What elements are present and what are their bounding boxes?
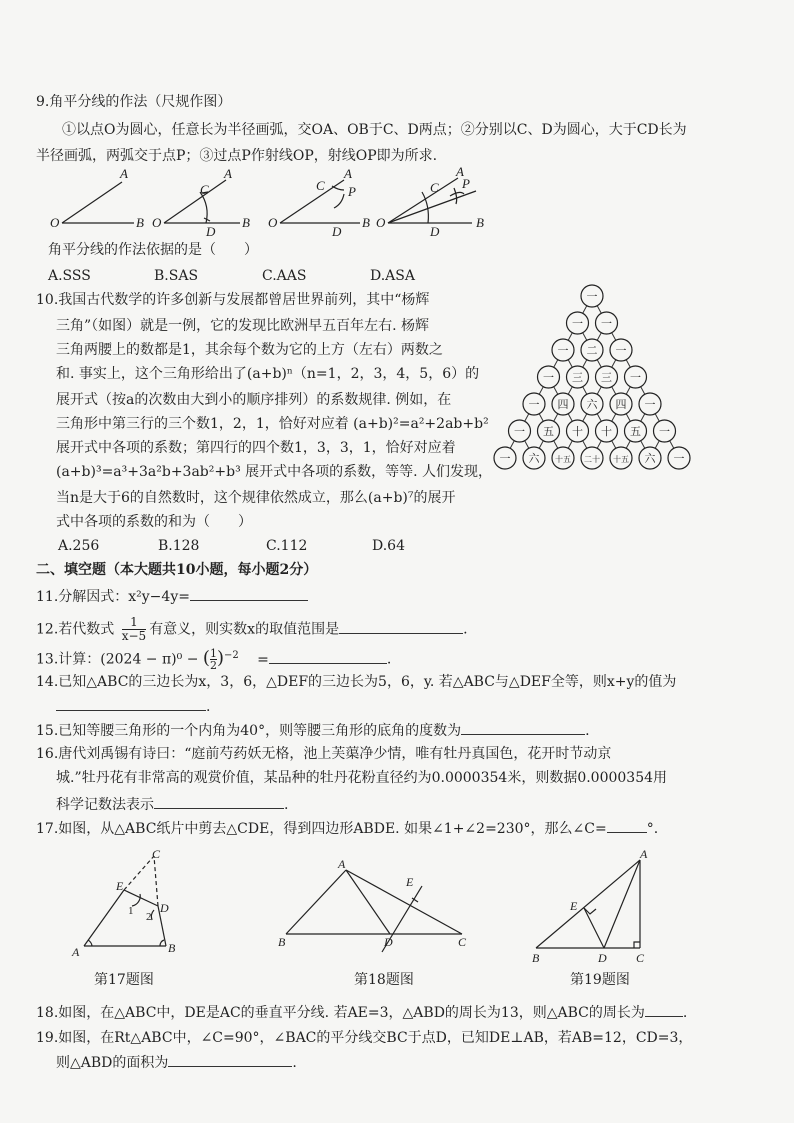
q16-line-1: 16.唐代刘禹锡有诗曰：“庭前芍药妖无格，池上芙蕖净少情，唯有牡丹真国色，花开时节动京	[36, 746, 612, 762]
q11-answer-blank[interactable]	[190, 586, 308, 601]
triangle-node-label: 一	[499, 452, 511, 465]
q11-prompt: 11.分解因式：x²y−4y=	[36, 589, 190, 605]
q18-prompt: 18.如图，在△ABC中，DE是AC的垂直平分线. 若AE=3，△ABD的周长为13，则△ABC的周长为	[36, 1005, 645, 1021]
q10-line-7: 展开式中各项的系数；第四行的四个数1，3，3，1，恰好对应着	[56, 440, 456, 456]
q13-half-fraction	[210, 648, 217, 671]
triangle-node-label: 二十	[584, 455, 600, 464]
q16-line-3: 科学记数法表示 .	[56, 794, 288, 815]
triangle-node-label: 一	[615, 344, 627, 357]
q10-option-a: A.256	[58, 538, 100, 554]
q12-denominator: x−5	[121, 629, 147, 643]
fig17-angle-1: 1	[128, 905, 134, 917]
triangle-node-label: 一	[644, 398, 656, 411]
q9-question: 角平分线的作法依据的是（ ）	[48, 242, 258, 258]
q17-unit: °.	[646, 821, 659, 837]
q12-numerator: 1	[122, 616, 146, 630]
q17-prompt: 17.如图，从△ABC纸片中剪去△CDE，得到四边形ABDE. 如果∠1+∠2=230°，那么∠C=	[36, 821, 607, 837]
triangle-node-label: 六	[586, 398, 598, 411]
q9-title: 9.角平分线的作法（尺规作图）	[36, 94, 232, 110]
fig18-label-D: D	[384, 935, 393, 949]
fig17-label-A: A	[72, 945, 80, 959]
q9-option-d: D.ASA	[370, 268, 415, 284]
q9-label-D2: D	[206, 224, 216, 238]
triangle-node-label: 四	[615, 398, 627, 411]
q16-prompt: 科学记数法表示	[56, 797, 154, 813]
triangle-node-label: 五	[543, 425, 554, 438]
q17-text	[36, 818, 658, 839]
q9-label-D3: D	[332, 224, 342, 238]
q9-construction-figures	[48, 166, 488, 238]
fig19-label-A: A	[640, 847, 648, 861]
q10-line-9: 当n是大于6的自然数时，这个规律依然成立，那么(a+b)⁷的展开	[56, 490, 456, 506]
q9-label-O3: O	[268, 215, 278, 230]
q19-line-1: 19.如图，在Rt△ABC中，∠C=90°，∠BAC的平分线交BC于点D，已知DE⊥AB，若AB=12，CD=3，	[36, 1030, 693, 1046]
triangle-node-label: 一	[557, 344, 569, 357]
fig17-label-E: E	[116, 879, 124, 893]
triangle-node-label: 三	[572, 371, 583, 384]
q9-label-B3: B	[362, 215, 370, 230]
q9-label-C2: C	[200, 182, 209, 197]
q12-answer-blank[interactable]	[339, 619, 463, 634]
q10-line-8: (a+b)³=a³+3a²b+3ab²+b³ 展开式中各项的系数，等等. 人们发现，	[56, 464, 493, 480]
fig17-label-B: B	[168, 941, 176, 955]
q13-half-denominator: 2	[209, 659, 217, 673]
figure-17	[68, 848, 198, 964]
q18-answer-blank[interactable]	[645, 1002, 683, 1017]
q10-line-2: 三角”（如图）就是一例，它的发现比欧洲早五百年左右. 杨辉	[56, 318, 430, 334]
q9-label-O2: O	[152, 215, 162, 230]
fig19-caption: 第19题图	[570, 972, 630, 988]
triangle-node-label: 六	[644, 452, 656, 465]
q9-label-A4: A	[456, 166, 464, 179]
q10-line-5: 展开式（按a的次数由大到小的顺序排列）的系数规律. 例如，在	[56, 392, 452, 408]
q14-answer-line: .	[56, 696, 210, 717]
q9-label-O: O	[50, 215, 60, 230]
q9-step-line1: ①以点O为圆心，任意长为半径画弧，交OA、OB于C、D两点；②分别以C、D为圆心，大于CD长为	[62, 122, 687, 138]
q14-answer-blank[interactable]	[56, 696, 206, 711]
triangle-node-label: 一	[601, 317, 612, 330]
fig18-label-B: B	[278, 935, 286, 949]
q19-prompt: 则△ABD的面积为	[56, 1055, 169, 1071]
triangle-node-label: 三	[601, 371, 612, 384]
figure-19	[528, 846, 658, 970]
q9-option-b: B.SAS	[154, 268, 199, 284]
triangle-node-label: 一	[528, 398, 540, 411]
triangle-node-label: 一	[659, 425, 670, 438]
q17-answer-blank[interactable]	[607, 818, 647, 833]
fig18-label-A: A	[338, 857, 346, 871]
triangle-node-label: 六	[528, 452, 540, 465]
triangle-node-label: 四	[557, 398, 569, 411]
q12-fraction	[122, 616, 146, 643]
triangle-node-label: 一	[586, 290, 598, 303]
q13-half-numerator: 1	[209, 647, 217, 661]
q13-answer-blank[interactable]	[269, 649, 387, 664]
q9-label-C3: C	[316, 178, 325, 193]
fig19-label-E: E	[570, 899, 578, 913]
q9-label-D4: D	[430, 224, 440, 238]
fig17-caption: 第17题图	[94, 972, 154, 988]
q9-step-line2: 半径画弧，两弧交于点P；③过点P作射线OP，射线OP即为所求.	[36, 148, 438, 164]
q9-label-B2: B	[242, 215, 250, 230]
q15-prompt: 15.已知等腰三角形的一个内角为40°，则等腰三角形的底角的度数为	[36, 723, 462, 739]
q9-option-c: C.AAS	[262, 268, 307, 284]
triangle-node-label: 一	[543, 371, 554, 384]
q12-suffix: 有意义，则实数x的取值范围是	[149, 621, 340, 638]
q14-text: 14.已知△ABC的三边长为x，3，6，△DEF的三边长为5，6，y. 若△ABC与△DEF全等，则x+y的值为	[36, 674, 677, 690]
section-fill-in-heading: 二、填空题（本大题共10小题，每小题2分）	[36, 562, 318, 578]
q10-line-6: 三角形中第三行的三个数1，2，1，恰好对应着 (a+b)²=a²+2ab+b²	[56, 416, 489, 432]
q9-label-P4: P	[462, 176, 470, 191]
q9-label-A2: A	[224, 166, 232, 181]
q10-option-d: D.64	[372, 538, 405, 554]
q10-line-1: 10.我国古代数学的许多创新与发展都曾居世界前列，其中“杨辉	[36, 292, 430, 308]
q10-line-4: 和. 事实上，这个三角形给出了(a+b)ⁿ（n=1，2，3，4，5，6）的	[56, 366, 480, 382]
q12-text: 12.若代数式 $\frac{1}{x-5}$ 有意义，则实数x的取值范围是 .	[36, 615, 468, 643]
fig18-caption: 第18题图	[354, 972, 414, 988]
q16-answer-blank[interactable]	[154, 794, 284, 809]
yanghui-triangle	[472, 282, 710, 484]
q18-text: 18.如图，在△ABC中，DE是AC的垂直平分线. 若AE=3，△ABD的周长为13，则△ABC的周长为 .	[36, 1002, 687, 1023]
triangle-node-label: 二	[586, 344, 598, 357]
q10-line-10: 式中各项的系数的和为（ ）	[56, 514, 252, 530]
q9-option-a: A.SSS	[48, 268, 91, 284]
triangle-node-label: 五	[630, 425, 641, 438]
q12-prefix: 12.若代数式	[36, 621, 115, 638]
figure-18	[276, 856, 476, 956]
q9-label-O4: O	[376, 215, 386, 230]
q9-label-A3: A	[344, 166, 352, 181]
triangle-node-label: 一	[630, 371, 641, 384]
triangle-node-label: 十五	[555, 455, 571, 464]
fig18-label-E: E	[406, 875, 414, 889]
triangle-node-label: 十五	[613, 455, 629, 464]
q9-label-A: A	[120, 166, 128, 181]
triangle-node-label: 一	[673, 452, 685, 465]
q11-text	[36, 586, 308, 607]
fig19-label-B: B	[532, 951, 540, 965]
q10-option-b: B.128	[158, 538, 200, 554]
fig17-angle-2: 2	[146, 911, 152, 923]
q9-label-P3: P	[348, 184, 356, 199]
q10-option-c: C.112	[266, 538, 308, 554]
q19-line-2: 则△ABD的面积为 .	[56, 1052, 297, 1073]
q9-label-B4: B	[476, 215, 484, 230]
q15-answer-blank[interactable]	[461, 720, 585, 735]
q9-label-B: B	[136, 215, 144, 230]
fig19-label-C: C	[636, 951, 645, 965]
triangle-node-label: 十	[601, 425, 612, 438]
q9-label-C4: C	[430, 180, 439, 195]
q13-text: 13.计算：(2024 − π)⁰ − ( $\frac{1}{2}$ )$^{-2}$ = .	[36, 647, 392, 673]
q16-line-2: 城.”牡丹花有非常高的观赏价值，某品种的牡丹花粉直径约为0.0000354米，则数据0.0000354用	[56, 770, 668, 786]
triangle-node-label: 一	[514, 425, 525, 438]
fig17-label-C: C	[152, 848, 161, 861]
fig17-label-D: D	[160, 901, 169, 915]
fig18-label-C: C	[458, 935, 467, 949]
q13-exponent: −2	[223, 650, 239, 661]
q13-equals: =	[257, 651, 269, 668]
q19-answer-blank[interactable]	[168, 1052, 292, 1067]
triangle-node-label: 一	[572, 317, 583, 330]
triangle-node-label: 十	[572, 425, 583, 438]
q15-text: 15.已知等腰三角形的一个内角为40°，则等腰三角形的底角的度数为 .	[36, 720, 590, 741]
fig19-label-D: D	[598, 951, 607, 965]
q13-prefix: 13.计算：(2024 − π)⁰ −	[36, 651, 199, 668]
q10-line-3: 三角两腰上的数都是1，其余每个数为它的上方（左右）两数之	[56, 342, 443, 358]
